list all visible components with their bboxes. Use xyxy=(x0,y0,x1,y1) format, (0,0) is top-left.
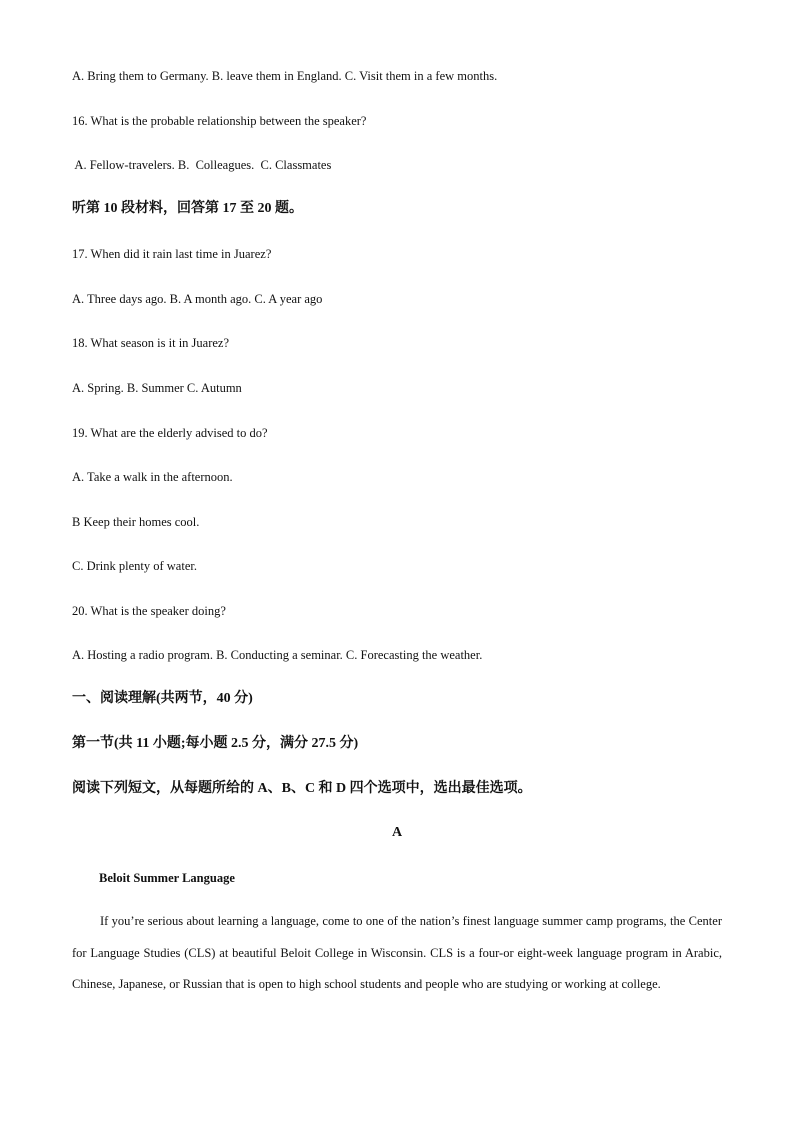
q19-question: 19. What are the elderly advised to do? xyxy=(72,426,268,440)
q17-question: 17. When did it rain last time in Juarez? xyxy=(72,247,272,261)
q19-option-c: C. Drink plenty of water. xyxy=(72,559,197,573)
q20-options: A. Hosting a radio program. B. Conducting a seminar. C. Forecasting the weather. xyxy=(72,648,483,662)
q19-option-b: B Keep their homes cool. xyxy=(72,515,200,529)
q18-options: A. Spring. B. Summer C. Autumn xyxy=(72,381,242,395)
q20-question: 20. What is the speaker doing? xyxy=(72,604,226,618)
q16-options: A. Fellow-travelers. B. Colleagues. C. Classmates xyxy=(72,158,332,172)
section-instruction-10: 听第 10 段材料，回答第 17 至 20 题。 xyxy=(72,201,303,216)
q19-option-a: A. Take a walk in the afternoon. xyxy=(72,470,233,484)
reading-section-heading: 一、阅读理解(共两节，40 分) xyxy=(72,691,253,706)
passage-paragraph: If you’re serious about learning a language, come to one of the nation’s finest language summer camp programs, the Center for Language Studies (CLS) at beautiful Beloit College in Wisconsin. CLS is a four-or eight-week language program in Arabic, Chinese, Japanese, or Russian that is open to high school students and people who are studying or working at college. xyxy=(72,914,722,991)
reading-part-one-heading: 第一节(共 11 小题;每小题 2.5 分，满分 27.5 分) xyxy=(72,736,359,751)
passage-letter: A xyxy=(391,825,403,840)
passage-title: Beloit Summer Language xyxy=(99,871,235,885)
reading-instruction: 阅读下列短文，从每题所给的 A、B、C 和 D 四个选项中，选出最佳选项。 xyxy=(72,781,532,796)
q17-options: A. Three days ago. B. A month ago. C. A year ago xyxy=(72,292,323,306)
q15-options: A. Bring them to Germany. B. leave them in England. C. Visit them in a few months. xyxy=(72,69,498,83)
q18-question: 18. What season is it in Juarez? xyxy=(72,336,230,350)
q16-question: 16. What is the probable relationship between the speaker? xyxy=(72,114,367,128)
